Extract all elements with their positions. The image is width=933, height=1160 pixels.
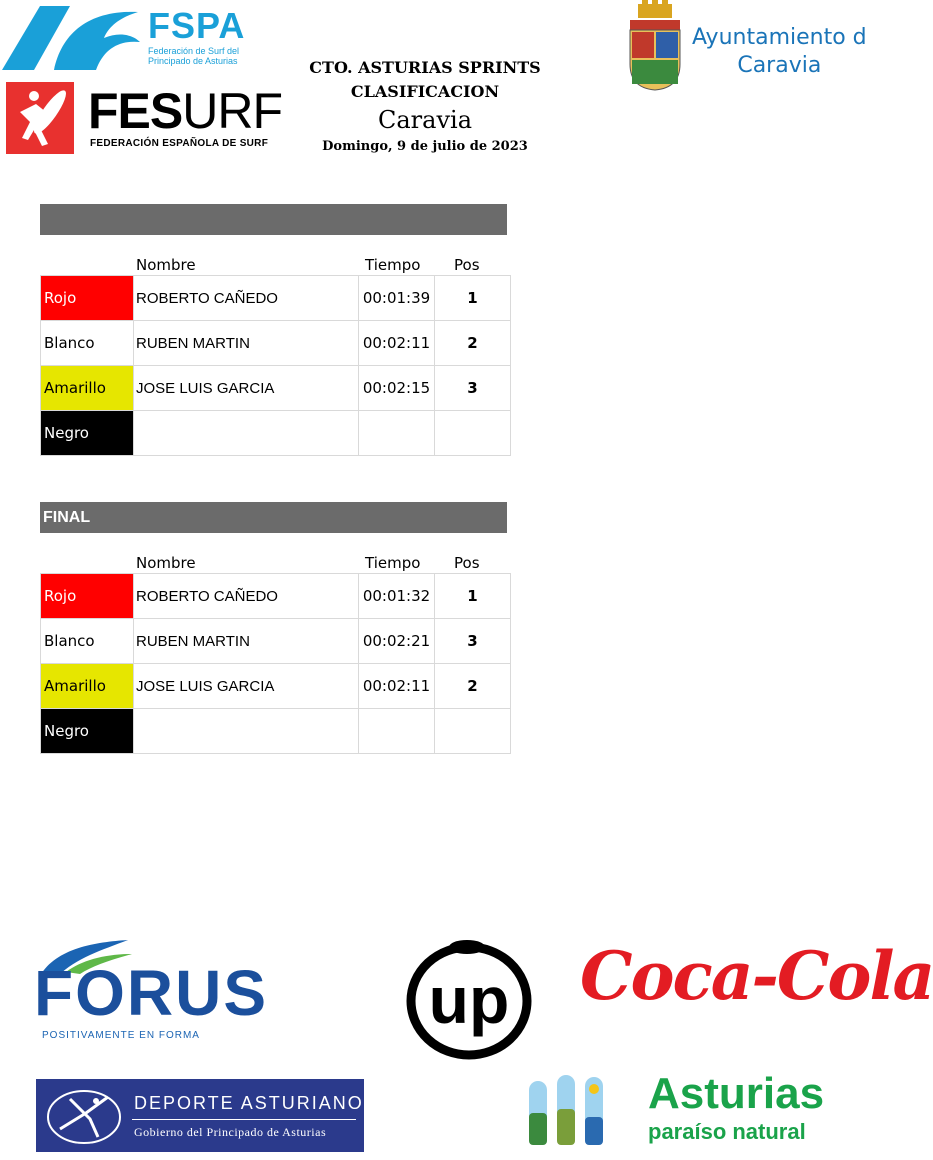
col-pos-header: Pos [454, 256, 480, 274]
page-title [300, 56, 550, 158]
surfer-icon [6, 82, 74, 154]
fesurf-light: URF [182, 83, 283, 139]
fspa-abbr: FSPA [148, 5, 246, 46]
divider [132, 1119, 356, 1120]
asturias-tagline: paraíso natural [648, 1119, 806, 1144]
table-row [41, 366, 511, 411]
landscape-icon [527, 1073, 627, 1149]
heat-title [40, 204, 507, 235]
fspa-name: Federación de Surf del Principado de Asturias [148, 46, 240, 66]
pos-cell: 2 [435, 664, 511, 709]
name-cell: RUBEN MARTIN [134, 321, 359, 366]
table-row [41, 321, 511, 366]
fesurf-bold: FES [88, 83, 183, 139]
pos-cell: 1 [435, 276, 511, 321]
event-date: Domingo, 9 de julio de 2023 [322, 139, 528, 154]
color-cell: Blanco [41, 619, 134, 664]
col-time-header: Tiempo [365, 256, 421, 274]
heat-title: FINAL [40, 502, 507, 533]
title-line2: CLASIFICACION [350, 82, 500, 101]
pos-cell [435, 411, 511, 456]
forus-wordmark: FORUS [34, 957, 268, 1029]
color-cell: Rojo [41, 574, 134, 619]
col-name-header: Nombre [136, 554, 196, 572]
time-cell: 00:01:39 [359, 276, 435, 321]
pos-cell: 3 [435, 366, 511, 411]
results-table [40, 275, 511, 456]
name-cell [134, 709, 359, 754]
col-name-header: Nombre [136, 256, 196, 274]
up-logo [405, 937, 535, 1063]
time-cell: 00:02:11 [359, 321, 435, 366]
pos-cell [435, 709, 511, 754]
column-headers [40, 235, 507, 275]
color-cell: Negro [41, 709, 134, 754]
fspa-text [148, 5, 268, 66]
time-cell: 00:02:11 [359, 664, 435, 709]
asturias-wordmark: Asturias [648, 1069, 825, 1118]
color-cell: Negro [41, 411, 134, 456]
fesurf-emblem [6, 82, 74, 154]
color-cell: Amarillo [41, 366, 134, 411]
time-cell: 00:02:15 [359, 366, 435, 411]
ayuntamiento-crest [626, 0, 684, 96]
name-cell: ROBERTO CAÑEDO [134, 276, 359, 321]
col-pos-header: Pos [454, 554, 480, 572]
fspa-logo [0, 2, 270, 74]
deporte-subtitle: Gobierno del Principado de Asturias [134, 1125, 327, 1139]
name-cell: JOSE LUIS GARCIA [134, 664, 359, 709]
color-cell: Blanco [41, 321, 134, 366]
col-time-header: Tiempo [365, 554, 421, 572]
deporte-title: DEPORTE ASTURIANO [134, 1093, 364, 1113]
asturias-icons [527, 1073, 627, 1153]
color-cell: Rojo [41, 276, 134, 321]
cocacola-logo: Coca-Cola [580, 937, 933, 1015]
ayuntamiento-text [692, 24, 867, 80]
results-table [40, 573, 511, 754]
table-row [41, 619, 511, 664]
time-cell [359, 709, 435, 754]
athlete-swoosh-icon [40, 1079, 130, 1152]
table-row [41, 276, 511, 321]
name-cell: RUBEN MARTIN [134, 619, 359, 664]
name-cell: JOSE LUIS GARCIA [134, 366, 359, 411]
name-cell [134, 411, 359, 456]
fesurf-wordmark [88, 83, 283, 139]
color-cell: Amarillo [41, 664, 134, 709]
table-row [41, 709, 511, 754]
deporte-asturiano-logo [36, 1079, 364, 1152]
table-row [41, 574, 511, 619]
pos-cell: 2 [435, 321, 511, 366]
column-headers [40, 533, 507, 573]
name-cell: ROBERTO CAÑEDO [134, 574, 359, 619]
pos-cell: 3 [435, 619, 511, 664]
up-text: up [428, 963, 510, 1037]
ayuntamiento-line2: Caravia [737, 53, 822, 78]
pos-cell: 1 [435, 574, 511, 619]
time-cell [359, 411, 435, 456]
table-row [41, 411, 511, 456]
venue: Caravia [378, 106, 472, 134]
ayuntamiento-line1: Ayuntamiento d [692, 25, 867, 50]
time-cell: 00:01:32 [359, 574, 435, 619]
time-cell: 00:02:21 [359, 619, 435, 664]
crest-icon [626, 0, 684, 92]
title-line1: CTO. ASTURIAS SPRINTS [309, 58, 541, 77]
fesurf-name: FEDERACIÓN ESPAÑOLA DE SURF [90, 138, 269, 149]
up-brand-icon [405, 937, 535, 1059]
forus-tagline: POSITIVAMENTE EN FORMA [42, 1030, 200, 1041]
fspa-wave-icon [0, 2, 145, 72]
heat-section-1 [40, 204, 507, 456]
heat-section-final [40, 502, 507, 754]
table-row [41, 664, 511, 709]
